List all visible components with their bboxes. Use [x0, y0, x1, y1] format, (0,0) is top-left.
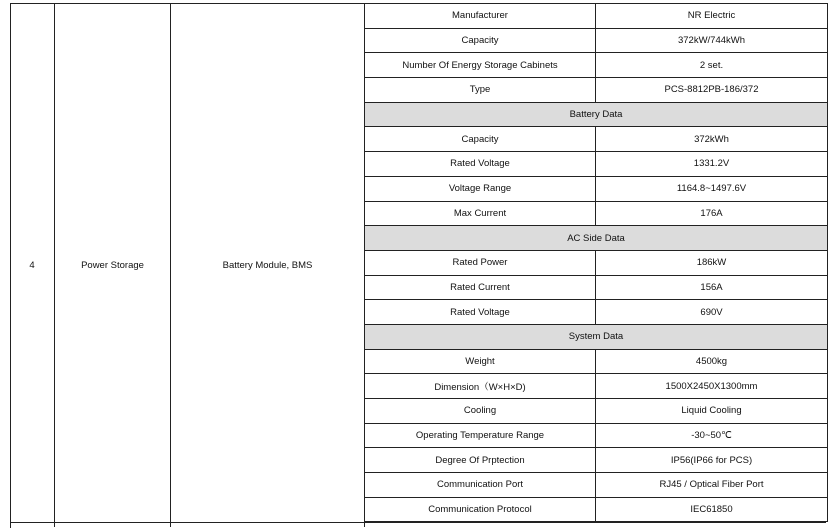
spec-value: Liquid Cooling: [596, 399, 828, 424]
spec-value: 1164.8~1497.6V: [596, 176, 828, 201]
spec-key: Number Of Energy Storage Cabinets: [365, 53, 596, 78]
spec-key: Rated Power: [365, 250, 596, 275]
table-row: [365, 152, 828, 177]
table-row: [365, 300, 828, 325]
table-row: [365, 423, 828, 448]
table-row: [365, 53, 828, 78]
section-title: System Data: [365, 324, 828, 349]
spec-key: Max Current: [365, 201, 596, 226]
spec-value: NR Electric: [596, 4, 828, 29]
table-row: [365, 201, 828, 226]
table-row: [365, 473, 828, 498]
spec-value: 690V: [596, 300, 828, 325]
table-row: [365, 275, 828, 300]
spec-key: Type: [365, 78, 596, 103]
spec-key: Rated Current: [365, 275, 596, 300]
table-row: [365, 78, 828, 103]
spec-value: RJ45 / Optical Fiber Port: [596, 473, 828, 498]
spec-key: Communication Protocol: [365, 497, 596, 522]
spec-key: Operating Temperature Range: [365, 423, 596, 448]
spec-value: IP56(IP66 for PCS): [596, 448, 828, 473]
spec-value: 372kWh: [596, 127, 828, 152]
category-cell: [55, 3, 171, 527]
table-row: [365, 374, 828, 399]
row-index: 4: [29, 259, 35, 271]
spec-key: Capacity: [365, 28, 596, 53]
section-title: AC Side Data: [365, 226, 828, 251]
section-header-row: [365, 102, 828, 127]
table-row: [365, 127, 828, 152]
spec-value: 1331.2V: [596, 152, 828, 177]
spec-value: 2 set.: [596, 53, 828, 78]
table-row: [365, 4, 828, 29]
spec-value: 4500kg: [596, 349, 828, 374]
row-index-cell: [10, 3, 55, 527]
spec-value: IEC61850: [596, 497, 828, 522]
spec-value: 372kW/744kWh: [596, 28, 828, 53]
spec-key: Capacity: [365, 127, 596, 152]
table-row: [365, 176, 828, 201]
spec-table-body: [365, 4, 828, 522]
spec-key: Cooling: [365, 399, 596, 424]
section-header-row: [365, 324, 828, 349]
spec-value: 1500X2450X1300mm: [596, 374, 828, 399]
section-title: Battery Data: [365, 102, 828, 127]
table-row: [365, 28, 828, 53]
spec-value: 176A: [596, 201, 828, 226]
table-row: [365, 399, 828, 424]
spec-table: [364, 3, 828, 522]
spec-value: PCS-8812PB-186/372: [596, 78, 828, 103]
spec-key: Rated Voltage: [365, 152, 596, 177]
table-row: [365, 349, 828, 374]
section-header-row: [365, 226, 828, 251]
spec-key: Weight: [365, 349, 596, 374]
bottom-border: [10, 522, 826, 523]
spec-key: Voltage Range: [365, 176, 596, 201]
component-cell: [171, 3, 365, 527]
spec-key: Degree Of Prptection: [365, 448, 596, 473]
category-text: Power Storage: [81, 259, 144, 271]
spec-key: Rated Voltage: [365, 300, 596, 325]
spec-value: 186kW: [596, 250, 828, 275]
spec-key: Dimension（W×H×D): [365, 374, 596, 399]
table-row: [365, 448, 828, 473]
spec-value: -30~50℃: [596, 423, 828, 448]
spec-value: 156A: [596, 275, 828, 300]
component-text: Battery Module, BMS: [222, 259, 313, 271]
table-row: [365, 497, 828, 522]
table-row: [365, 250, 828, 275]
spec-key: Communication Port: [365, 473, 596, 498]
spec-key: Manufacturer: [365, 4, 596, 29]
